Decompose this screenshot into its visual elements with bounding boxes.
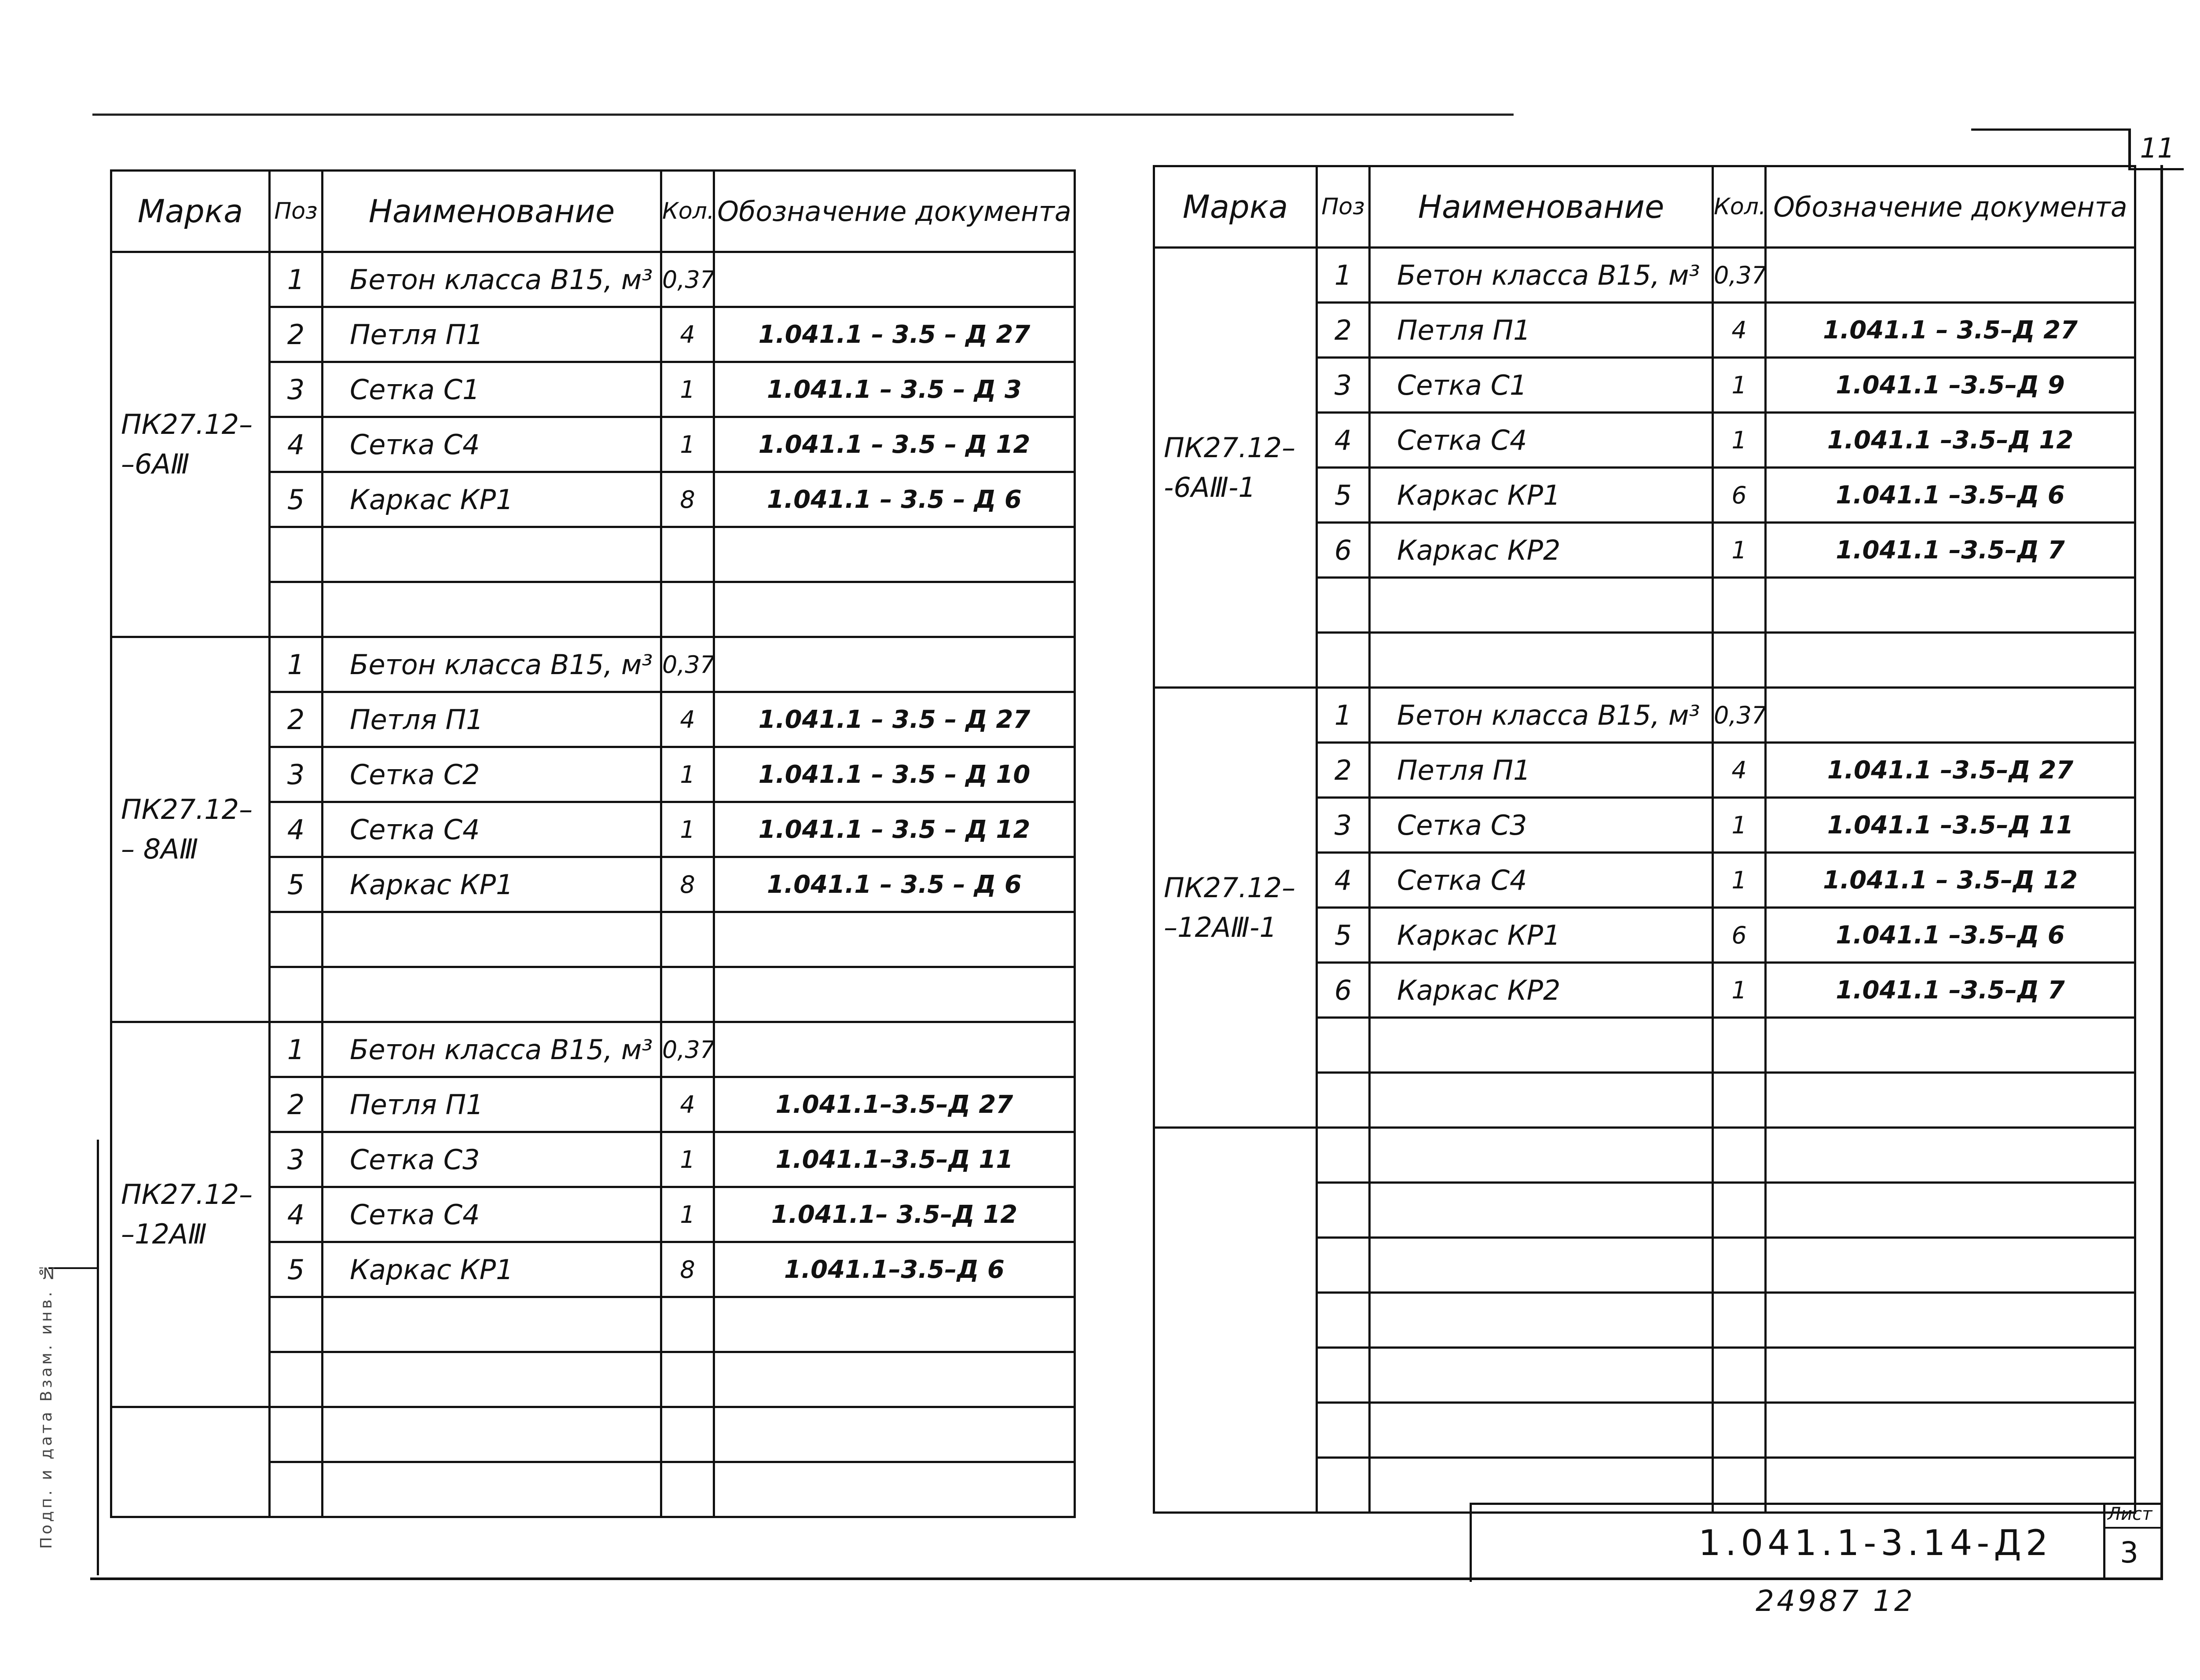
position-cell: 5 [270,472,323,527]
position-cell: 2 [270,692,323,747]
position-cell [1317,1348,1370,1403]
name-cell: Сетка С3 [1370,798,1713,853]
position-cell [270,582,323,637]
name-cell: Сетка С1 [1370,358,1713,413]
quantity-cell [1713,578,1766,633]
mark-cell [1154,688,1317,1128]
header-pos: Поз [1317,166,1370,248]
quantity-cell: 1 [661,802,714,857]
document-cell [1766,633,2135,688]
quantity-cell: 8 [661,1242,714,1297]
position-cell [1317,1183,1370,1238]
position-cell: 6 [1317,523,1370,578]
table-row [111,1022,1075,1077]
document-cell [1766,1018,2135,1073]
document-cell: 1.041.1 –3.5–Д 6 [1766,468,2135,523]
document-cell: 1.041.1–3.5–Д 27 [714,1077,1075,1132]
document-cell [1766,1293,2135,1348]
position-cell: 3 [270,1132,323,1187]
name-cell: Петля П1 [1370,303,1713,358]
name-cell: Каркас КР1 [323,1242,661,1297]
name-cell [323,1407,661,1462]
document-code: 1.041.1-3.14-Д2 [1698,1522,2053,1563]
position-cell [270,527,323,582]
document-cell: 1.041.1– 3.5–Д 12 [714,1187,1075,1242]
name-cell: Каркас КР1 [1370,468,1713,523]
mark-line: –12АⅢ [121,1218,207,1250]
mark-cell [111,637,270,1022]
document-cell [714,1462,1075,1517]
name-cell: Петля П1 [323,1077,661,1132]
quantity-cell [1713,1018,1766,1073]
quantity-cell: 4 [1713,743,1766,798]
side-stamp-stub [48,1140,99,1575]
position-cell: 6 [1317,963,1370,1018]
position-cell: 2 [1317,743,1370,798]
document-cell: 1.041.1 – 3.5 – Д 12 [714,417,1075,472]
position-cell [1317,1403,1370,1458]
document-cell: 1.041.1 – 3.5 – Д 27 [714,307,1075,362]
document-cell: 1.041.1–3.5–Д 6 [714,1242,1075,1297]
position-cell [270,967,323,1022]
header-doc: Обозначение документа [1766,166,2135,248]
document-cell [714,252,1075,307]
position-cell: 3 [270,362,323,417]
table-header-row [1154,166,2135,248]
quantity-cell: 0,37 [1713,688,1766,743]
position-cell: 2 [270,1077,323,1132]
position-cell: 4 [1317,413,1370,468]
quantity-cell [1713,1073,1766,1128]
mark-line: ПК27.12– [1164,431,1296,464]
document-cell: 1.041.1 –3.5–Д 6 [1766,908,2135,963]
name-cell [1370,1128,1713,1183]
side-stamp-divider [48,1267,97,1269]
document-cell: 1.041.1 – 3.5 – Д 10 [714,747,1075,802]
position-cell: 4 [1317,853,1370,908]
name-cell: Каркас КР1 [1370,908,1713,963]
quantity-cell: 1 [1713,963,1766,1018]
header-pos: Поз [270,171,323,252]
quantity-cell: 1 [661,1132,714,1187]
position-cell: 1 [270,637,323,692]
quantity-cell [661,527,714,582]
position-cell: 5 [270,1242,323,1297]
header-qty: Кол. [661,171,714,252]
name-cell [1370,1018,1713,1073]
document-cell: 1.041.1 –3.5–Д 27 [1766,743,2135,798]
mark-line: ПК27.12– [1164,871,1296,904]
archive-number: 24987 12 [1756,1584,1915,1618]
document-cell: 1.041.1 –3.5–Д 12 [1766,413,2135,468]
document-cell: 1.041.1–3.5–Д 11 [714,1132,1075,1187]
document-cell [714,637,1075,692]
quantity-cell: 1 [1713,523,1766,578]
document-cell [1766,248,2135,303]
quantity-cell: 0,37 [661,1022,714,1077]
name-cell [323,1297,661,1352]
position-cell: 1 [1317,248,1370,303]
document-cell [1766,1348,2135,1403]
name-cell: Каркас КР1 [323,472,661,527]
name-cell: Сетка С2 [323,747,661,802]
position-cell: 1 [270,252,323,307]
document-cell: 1.041.1 – 3.5–Д 12 [1766,853,2135,908]
mark-line: -6АⅢ-1 [1164,471,1256,503]
position-cell: 2 [1317,303,1370,358]
name-cell [323,527,661,582]
quantity-cell: 1 [661,747,714,802]
quantity-cell: 1 [661,1187,714,1242]
name-cell: Сетка С1 [323,362,661,417]
name-cell: Каркас КР1 [323,857,661,912]
document-cell [714,527,1075,582]
name-cell: Бетон класса В15, м³ [1370,688,1713,743]
header-doc: Обозначение документа [714,171,1075,252]
position-cell: 2 [270,307,323,362]
quantity-cell [1713,1128,1766,1183]
quantity-cell [661,1297,714,1352]
quantity-cell: 1 [1713,413,1766,468]
document-cell [714,1297,1075,1352]
position-cell [1317,1238,1370,1293]
document-cell [1766,1073,2135,1128]
document-cell [714,1022,1075,1077]
quantity-cell: 8 [661,472,714,527]
header-qty: Кол. [1713,166,1766,248]
quantity-cell: 4 [1713,303,1766,358]
name-cell [1370,1073,1713,1128]
name-cell [323,1352,661,1407]
position-cell: 4 [270,417,323,472]
table-row [1154,688,2135,743]
quantity-cell [1713,1183,1766,1238]
header-mark: Марка [111,171,270,252]
quantity-cell [1713,1348,1766,1403]
document-cell: 1.041.1 – 3.5 – Д 6 [714,857,1075,912]
quantity-cell: 1 [661,417,714,472]
name-cell: Сетка С3 [323,1132,661,1187]
document-cell [714,912,1075,967]
header-name: Наименование [323,171,661,252]
name-cell: Петля П1 [323,307,661,362]
quantity-cell: 4 [661,692,714,747]
position-cell: 3 [1317,358,1370,413]
position-cell: 3 [270,747,323,802]
quantity-cell: 0,37 [1713,248,1766,303]
position-cell [270,1462,323,1517]
name-cell [1370,578,1713,633]
header-name: Наименование [1370,166,1713,248]
document-cell: 1.041.1 –3.5–Д 9 [1766,358,2135,413]
quantity-cell [1713,1403,1766,1458]
position-cell: 4 [270,1187,323,1242]
mark-line: ПК27.12– [121,793,253,825]
position-cell [270,912,323,967]
document-cell [714,1407,1075,1462]
document-cell [1766,1238,2135,1293]
document-cell [714,967,1075,1022]
position-cell [1317,1073,1370,1128]
mark-line: –12АⅢ-1 [1164,911,1277,943]
mark-cell [111,1022,270,1407]
name-cell: Петля П1 [1370,743,1713,798]
document-cell: 1.041.1 – 3.5 – Д 3 [714,362,1075,417]
position-cell: 5 [1317,468,1370,523]
position-cell [1317,633,1370,688]
quantity-cell [661,967,714,1022]
position-cell [270,1297,323,1352]
quantity-cell [1713,633,1766,688]
document-cell [1766,1183,2135,1238]
document-cell: 1.041.1 –3.5–Д 7 [1766,523,2135,578]
document-cell [1766,1128,2135,1183]
document-cell [1766,1403,2135,1458]
quantity-cell [661,1407,714,1462]
quantity-cell [1713,1293,1766,1348]
name-cell: Сетка С4 [323,1187,661,1242]
name-cell: Сетка С4 [323,417,661,472]
quantity-cell [1713,1238,1766,1293]
document-cell: 1.041.1 – 3.5 – Д 12 [714,802,1075,857]
mark-cell [1154,1128,1317,1513]
name-cell [323,1462,661,1517]
quantity-cell: 0,37 [661,637,714,692]
name-cell [1370,633,1713,688]
specification-table-right [1153,165,2136,1514]
quantity-cell: 0,37 [661,252,714,307]
page-number: 11 [2128,128,2184,170]
document-cell [714,582,1075,637]
mark-cell [1154,248,1317,688]
quantity-cell: 4 [661,1077,714,1132]
sheet-box-divider [2103,1527,2160,1529]
name-cell: Бетон класса В15, м³ [323,637,661,692]
document-cell: 1.041.1 – 3.5 – Д 27 [714,692,1075,747]
specification-table-left [110,169,1076,1518]
name-cell [323,912,661,967]
table-row [111,637,1075,692]
name-cell: Сетка С4 [1370,853,1713,908]
name-cell [1370,1238,1713,1293]
mark-cell [111,1407,270,1517]
quantity-cell: 4 [661,307,714,362]
name-cell: Каркас КР2 [1370,523,1713,578]
position-cell: 5 [270,857,323,912]
position-cell [1317,1458,1370,1513]
name-cell: Сетка С4 [323,802,661,857]
name-cell: Каркас КР2 [1370,963,1713,1018]
quantity-cell: 1 [1713,853,1766,908]
name-cell: Бетон класса В15, м³ [323,1022,661,1077]
mark-line: ПК27.12– [121,1178,253,1210]
position-cell: 1 [270,1022,323,1077]
name-cell [1370,1403,1713,1458]
quantity-cell [661,1352,714,1407]
table-row [1154,1128,2135,1183]
position-cell: 3 [1317,798,1370,853]
quantity-cell [661,912,714,967]
position-cell: 4 [270,802,323,857]
name-cell [323,967,661,1022]
document-cell [1766,688,2135,743]
document-cell [1766,578,2135,633]
position-cell [1317,1128,1370,1183]
mark-cell [111,252,270,637]
name-cell: Сетка С4 [1370,413,1713,468]
quantity-cell: 1 [661,362,714,417]
quantity-cell: 6 [1713,908,1766,963]
document-cell [714,1352,1075,1407]
mark-line: – 8АⅢ [121,833,198,865]
position-cell [270,1352,323,1407]
table-row [1154,248,2135,303]
quantity-cell: 8 [661,857,714,912]
table-row [111,252,1075,307]
header-mark: Марка [1154,166,1317,248]
name-cell: Петля П1 [323,692,661,747]
document-cell: 1.041.1 –3.5–Д 11 [1766,798,2135,853]
mark-line: ПК27.12– [121,408,253,440]
position-cell [1317,1293,1370,1348]
quantity-cell: 6 [1713,468,1766,523]
name-cell [1370,1183,1713,1238]
quantity-cell [661,1462,714,1517]
name-cell [1370,1293,1713,1348]
position-cell [270,1407,323,1462]
position-cell [1317,578,1370,633]
name-cell [323,582,661,637]
position-cell [1317,1018,1370,1073]
table-row [111,1407,1075,1462]
side-stamp-text: Подп. и дата Взам. инв. № [37,1261,55,1549]
name-cell [1370,1348,1713,1403]
quantity-cell: 1 [1713,798,1766,853]
page-number-rule [1971,128,2128,131]
document-cell: 1.041.1 – 3.5 – Д 6 [714,472,1075,527]
position-cell: 5 [1317,908,1370,963]
sheet-number: 3 [2120,1536,2138,1570]
quantity-cell: 1 [1713,358,1766,413]
name-cell: Бетон класса В15, м³ [1370,248,1713,303]
document-cell: 1.041.1 – 3.5–Д 27 [1766,303,2135,358]
quantity-cell [661,582,714,637]
document-cell: 1.041.1 –3.5–Д 7 [1766,963,2135,1018]
name-cell: Бетон класса В15, м³ [323,252,661,307]
table-header-row [111,171,1075,252]
position-cell: 1 [1317,688,1370,743]
sheet-label: Лист [2108,1504,2152,1524]
mark-line: –6АⅢ [121,448,190,480]
top-rule [92,114,1514,116]
